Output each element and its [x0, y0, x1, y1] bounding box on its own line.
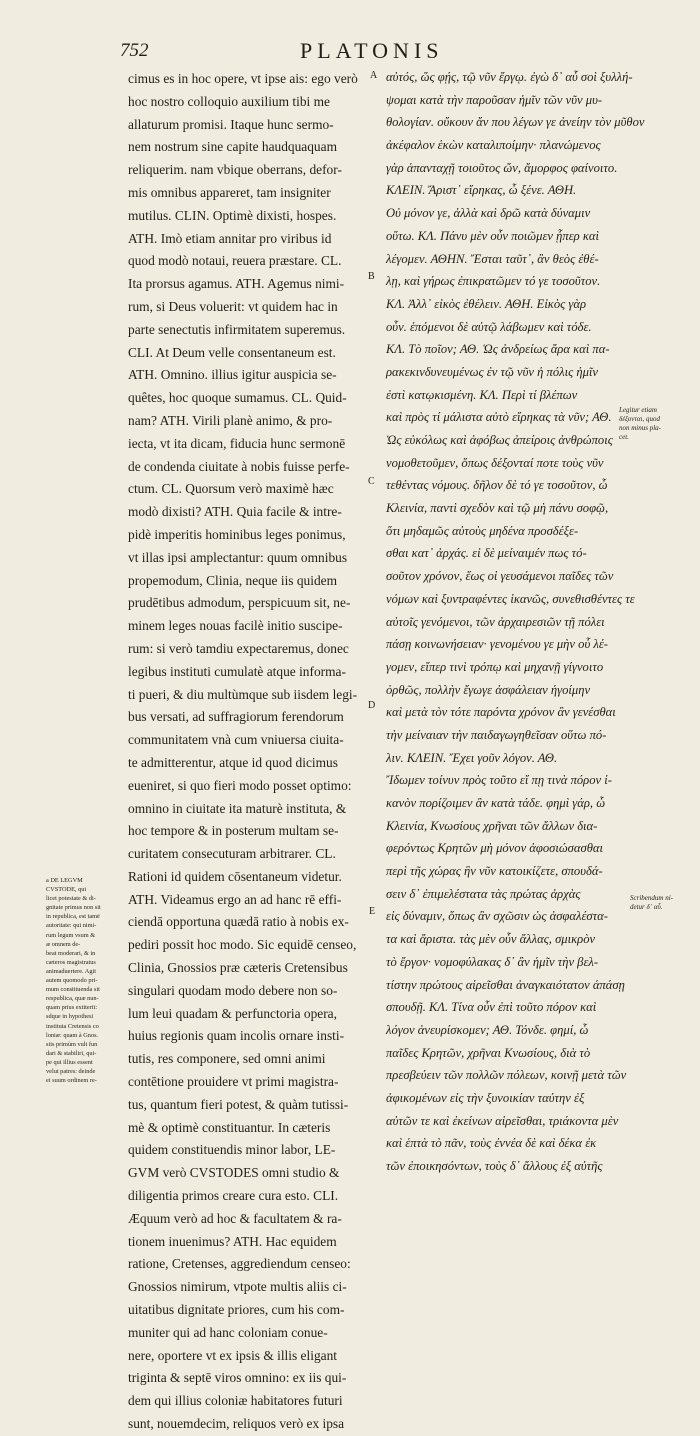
gloss-line: loniæ: quam à Gnos.	[46, 1031, 99, 1039]
latin-line: nam? ATH. Virili planè animo, & pro-	[128, 412, 333, 428]
greek-line: γομεν, εἴπερ τινὶ τρόπῳ καὶ μηχανῇ γίγνοιτο	[386, 659, 604, 674]
greek-line: κανὸν πορίζοιμεν ἂν κατὰ τάδε. φημὶ γάρ, ὦ	[386, 796, 606, 810]
latin-line: ATH. Videamus ergo an ad hanc rē effi-	[128, 891, 342, 907]
latin-line: omnino in ciuitate ita maturè instituta, &	[128, 800, 347, 816]
latin-line: triginta & septē viros omnino: ex iis qui-	[128, 1370, 347, 1386]
latin-line: ratione, Cretenses, aggrediendum censeo:	[128, 1256, 351, 1272]
greek-line: θολογίαν. οὔκουν ἄν που λέγων γε ἀνείην τὸν μῦθον	[386, 115, 645, 130]
latin-line: singulari quodam modo debere non so-	[128, 982, 338, 998]
greek-line: αὐτῶν τε καὶ ἐκείνων αἱρεῖσθαι, τριάκοντα μὲν	[386, 1113, 619, 1128]
latin-line: hoc nostro colloquio auxilium tibi me	[128, 93, 330, 109]
variant-note-line: non minus pla-	[619, 424, 661, 432]
greek-line: νόμων καὶ ξυντραφέντες ἱκανῶς, συνεθισθέντες τε	[386, 591, 635, 606]
greek-line: αὐτός, ὥς φῄς, τῷ νῦν ἔργῳ. ἐγὼ δ᾽ αὖ σοὶ ξυλλή-	[386, 70, 633, 84]
greek-line: οὕτω. ΚΛ. Πάνυ μὲν οὖν ποιῶμεν ᾗπερ καὶ	[386, 228, 600, 243]
latin-line: te admitterentur, atque id quod dicimus	[128, 754, 338, 770]
greek-line: γὰρ ἁπανταχῇ τοιοῦτος ὤν, ἄμορφος φαίνοιτο.	[386, 160, 618, 175]
variant-note-line: detur δ᾽ αὖ.	[630, 903, 663, 911]
latin-line: vt illas ipsi amplectantur: quum omnibus	[128, 549, 348, 565]
gloss-line: beat moderari, & in	[46, 949, 96, 957]
latin-line: prudētibus admodum, perspicuum sit, ne-	[128, 595, 351, 611]
greek-line: σπουδῇ. ΚΛ. Τίνα οὖν ἐπὶ τοῦτο πόρον καὶ	[386, 1000, 597, 1015]
gloss-line: mum constituenda sit	[46, 986, 100, 994]
latin-line: nem nostrum sine capite haudquaquam	[128, 139, 337, 155]
greek-line: λιν. ΚΛΕΙΝ. Ἔχει γοῦν λόγον. ΑΘ.	[386, 750, 558, 765]
variant-note-line: δέξονται, quod	[619, 415, 660, 423]
variant-note-line: Scribendum ni-	[630, 894, 673, 902]
latin-line: lum leui quadam & perfunctoria opera,	[128, 1005, 337, 1021]
section-marker-c: C	[368, 476, 375, 487]
latin-line: mè & optimè constituantur. In cæteris	[128, 1119, 331, 1135]
latin-line: allaturum promisi. Itaque hunc sermo-	[128, 116, 334, 132]
latin-line: rum, si Deus voluerit: vt quidem hac in	[128, 298, 338, 314]
variant-note	[630, 894, 694, 912]
latin-line: eueniret, si quo fieri modo posset optimo:	[128, 777, 352, 793]
latin-line: pediri possit hoc modo. Sic equidē censeo,	[128, 937, 357, 953]
latin-line: quod modò notaui, reuera præstare. CL.	[128, 253, 342, 269]
gloss-line: autem quomodo pri-	[46, 977, 98, 985]
greek-line: νομοθετοῦμεν, ὅπως δέξονταί ποτε τοὺς νῦν	[386, 455, 604, 470]
latin-line: mutilus. CLIN. Optimè dixisti, hospes.	[128, 207, 337, 223]
latin-line: Æquum verò ad hoc & facultatem & ra-	[128, 1210, 342, 1226]
greek-line: τῶν ἐποικησόντων, τοὺς δ᾽ ἄλλους ἐξ αὐτῆς	[386, 1159, 603, 1173]
greek-line: ΚΛ. Τὸ ποῖον; ΑΘ. Ὡς ἀνδρείως ἄρα καὶ πα-	[386, 342, 610, 357]
margin-gloss	[46, 876, 124, 1085]
greek-line: καὶ μετὰ τὸν τότε παρόντα χρόνον ἂν γενέσθαι	[386, 705, 616, 720]
latin-line: diligentia primos creare cura esto. CLI.	[128, 1188, 339, 1204]
latin-line: reliquerim. nam vbique oberrans, defor-	[128, 162, 342, 178]
latin-line: tionem inuenimus? ATH. Hac equidem	[128, 1233, 337, 1249]
gloss-line: instituta Cretensis co	[46, 1022, 99, 1030]
latin-line: muniter qui ad hanc coloniam conue-	[128, 1324, 328, 1340]
latin-line: tutis, res componere, sed omni animi	[128, 1051, 326, 1067]
greek-line: ΚΛ. Ἀλλ᾽ εἰκὸς ἐθέλειν. ΑΘΗ. Εἰκὸς γὰρ	[386, 296, 587, 311]
latin-line: de condenda ciuitate à nobis fuisse perfe-	[128, 458, 350, 474]
greek-line: τα καὶ ἄριστα. τὰς μὲν οὖν ἄλλας, σμικρὸν	[386, 932, 596, 947]
section-marker-d: D	[368, 700, 376, 711]
latin-line: uitatibus dignitate priores, cum his com-	[128, 1302, 345, 1318]
greek-line: τεθέντας νόμους. δῆλον δὲ τό γε τοσοῦτον, ὦ	[386, 478, 608, 493]
gloss-line: æ omnem de-	[46, 940, 81, 948]
greek-line: ψομαι κατὰ τὴν παροῦσαν ἡμῖν τῶν νῦν μυ-	[386, 92, 603, 107]
latin-line: mis omnibus appareret, tam insigniter	[128, 184, 331, 200]
greek-line: οὖν. ἑπόμενοι δὲ αὐτῷ λάβωμεν καὶ τόδε.	[386, 319, 592, 334]
gloss-line: siis primùm vult fun	[46, 1040, 98, 1048]
latin-line: quêtes, hoc quoque sumamus. CL. Quid-	[128, 390, 347, 406]
greek-line: αὐτοῖς γενόμενοι, τῶν ἀρχαιρεσιῶν τῇ πόλει	[386, 614, 605, 629]
latin-line: ATH. Omnino. illius igitur auspicia se-	[128, 367, 337, 383]
latin-line: modò dixisti? ATH. Quia facile & intre-	[128, 504, 342, 520]
running-title: PLATONIS	[300, 38, 444, 63]
greek-line: πάσῃ κοινωνήσειαν· γενομένου γε μὴν οὗ λέ-	[386, 637, 608, 652]
gloss-line: respublica, quæ nun-	[46, 995, 99, 1003]
gloss-line: ei suum ordinem re-	[46, 1077, 97, 1085]
greek-line: Ἴδωμεν τοίνυν πρὸς τοῦτο εἴ πῃ τινὰ πόρον ἱ-	[386, 773, 612, 788]
greek-line: ὅτι μηδαμῶς αὐτοὺς μηδένα προσδέξε-	[386, 523, 579, 538]
latin-line: Rationi id quidem cōsentaneum videtur.	[128, 868, 342, 884]
greek-line: εἰς δύναμιν, ὅπως ἂν σχῶσιν ὡς ἀσφαλέστα-	[386, 909, 608, 924]
latin-line: huius regionis quam incolis ornare insti-	[128, 1028, 345, 1044]
latin-line: iecta, vt ita dicam, fiducia hunc sermonē	[128, 435, 346, 451]
greek-line: ρακεκινδυνευμένως ἐν τῷ νῦν ἡ πόλις ἡμῖν	[386, 364, 599, 379]
section-marker-e: E	[369, 906, 376, 917]
greek-line: ὀρθῶς, πολλὴν ἔγωγε ἀσφάλειαν ἡγοίμην	[386, 682, 591, 697]
greek-line: καὶ ἑπτὰ τὸ πᾶν, τοὺς ἐννέα δὲ καὶ δέκα ἐκ	[386, 1136, 597, 1151]
gloss-line: pe qui illius essent	[46, 1058, 93, 1066]
latin-line: ti pueri, & diu multùmque sub iisdem legi-	[128, 686, 358, 702]
latin-line: curitatem consecuturam arbitrarer. CL.	[128, 846, 336, 862]
greek-line: Κλεινία, Κνωσίους χρῆναι τῶν ἄλλων δια-	[386, 818, 598, 833]
greek-line: τίστην πρώτους αἱρεῖσθαι ἀναγκαιότατον ἁπάσῃ	[386, 977, 625, 992]
latin-line: propemodum, Clinia, neque iis quidem	[128, 572, 338, 588]
latin-line: Gnossios nimirum, vtpote multis aliis ci-	[128, 1279, 347, 1295]
latin-line: ctum. CL. Quorsum verò maximè hæc	[128, 481, 334, 497]
latin-line: quidem constituendis minor labor, LE-	[128, 1142, 336, 1158]
gloss-line: CVSTODE, qui	[46, 886, 87, 894]
gloss-line: in republica, est tamē	[46, 913, 100, 921]
greek-line: πρεσβεύειν τῶν πολλῶν πόλεων, κοινῇ μετὰ τῶν	[386, 1068, 627, 1083]
latin-line: ATH. Imò etiam annitar pro viribus id	[128, 230, 332, 246]
latin-line: Clinia, Gnossios præ cæteris Cretensibus	[128, 960, 348, 976]
gloss-line: animaduertere. Agit	[46, 967, 97, 975]
greek-line: ΚΛΕΙΝ. Ἄριστ᾽ εἴρηκας, ὦ ξένε. ΑΘΗ.	[386, 183, 577, 198]
gloss-line: rum legum vsum &	[46, 931, 96, 939]
section-marker-b: B	[368, 271, 375, 282]
variant-note	[619, 406, 691, 442]
greek-line: φερόντως Κρητῶν μὴ μόνον ἀφοσιώσασθαι	[386, 841, 604, 856]
greek-line: τὸ ἔργον· νομοφύλακας δ᾽ ἂν ἡμῖν τὴν βελ-	[386, 954, 599, 969]
latin-line: bus versati, ad suffragiorum ferendorum	[128, 709, 344, 725]
latin-line: tus, quantum fieri potest, & quàm tutissi-	[128, 1096, 349, 1112]
latin-line: sunt, nouemdecim, reliquos verò ex ipsa	[128, 1416, 345, 1432]
latin-line: dem qui illius coloniæ habitatores futuri	[128, 1393, 343, 1409]
gloss-line: quam prius extiterit:	[46, 1004, 98, 1012]
latin-line: pidè imperitis hominibus leges ponimus,	[128, 526, 346, 542]
latin-line: hoc tempore & in posterum multam se-	[128, 823, 339, 839]
gloss-line: sdque in hypothesi	[46, 1013, 94, 1021]
gloss-line: a DE LEGVM	[46, 877, 83, 884]
gloss-line: gnitate primus non sit	[46, 904, 101, 912]
latin-line: rum: si verò tamdiu expectaremus, donec	[128, 640, 349, 656]
greek-line: σειν δ᾽ ἐπιμελέστατα τὰς πρώτας ἀρχὰς	[386, 886, 581, 901]
gloss-line: licet potestate & di-	[46, 895, 96, 903]
latin-line: communitatem vnà cum vniuersa ciuita-	[128, 732, 344, 748]
greek-line: Οὐ μόνον γε, ἀλλὰ καὶ δρῶ κατὰ δύναμιν	[386, 206, 591, 221]
latin-line: minem leges nouas facilè initio suscipe-	[128, 618, 343, 634]
greek-line: λόγον ἀνευρίσκομεν; ΑΘ. Τόνδε. φημί, ὦ	[386, 1022, 589, 1037]
greek-line: περὶ τῆς χώρας ἣν νῦν κατοικίζετε, σπουδά-	[386, 864, 603, 879]
gloss-line: autoritate: qui nimi-	[46, 922, 97, 930]
greek-line: λῃ, καὶ γήρως ἐπικρατῶμεν τό γε τοσοῦτον.	[386, 274, 601, 289]
gloss-line: cæteros magistratus	[46, 958, 96, 966]
latin-line: legibus instituti cumulatè atque informa-	[128, 663, 346, 679]
gloss-line: dari & stabiliri, qui-	[46, 1049, 97, 1057]
greek-line: λέγομεν. ΑΘΗΝ. Ἔσται ταῦτ᾽, ἂν θεὸς ἐθέ-	[386, 251, 599, 266]
greek-line: τὴν μείναιαν τὴν παιδαγωγηθεῖσαν οὕτω πό-	[386, 727, 607, 742]
variant-note-line: Legitur etiam	[619, 406, 657, 414]
greek-line: Ὡς εὐκόλως καὶ ἀφόβως ἀπείροις ἀνθρώποις	[386, 433, 613, 447]
latin-line: CLI. At Deum velle consentaneum est.	[128, 344, 336, 360]
greek-column	[386, 66, 676, 1173]
latin-line: contētione prouidere vt primi magistra-	[128, 1074, 339, 1090]
latin-line: cimus es in hoc opere, vt ipse ais: ego verò	[128, 71, 358, 86]
latin-line: Ita prorsus agamus. ATH. Agemus nimi-	[128, 276, 345, 292]
greek-line: σθαι κατ᾽ ἀρχάς. εἰ δὲ μείναιμέν πως τό-	[386, 546, 587, 561]
greek-line: Κλεινία, παντὶ σχεδὸν καὶ τῷ μὴ πάνυ σοφῷ,	[386, 501, 609, 516]
greek-line: καὶ πρὸς τί μάλιστα αὐτὸ εἴρηκας τὰ νῦν; ΑΘ.	[386, 410, 612, 425]
page-number: 752	[120, 40, 149, 61]
greek-line: ἀφικομένων εἰς τὴν ξυνοικίαν ταύτην ἐξ	[386, 1090, 585, 1105]
latin-line: nere, oportere vt ex ipsis & illis eligant	[128, 1347, 337, 1363]
greek-line: σοῦτον χρόνον, ἕως οἱ γευσάμενοι παῖδες τῶν	[386, 569, 614, 584]
latin-line: ciendā opportuna quædā ratio à nobis ex-	[128, 914, 349, 930]
greek-line: ἀκέφαλον ἑκὼν καταλιποίμην· πλανώμενος	[386, 138, 601, 153]
greek-line: παῖδες Κρητῶν, χρῆναι Κνωσίους, διὰ τὸ	[386, 1045, 591, 1060]
gloss-line: velut patres: deinde	[46, 1067, 96, 1075]
section-marker-a: A	[370, 70, 378, 81]
latin-line: parte senectutis infirmitatem superemus.	[128, 321, 346, 337]
greek-line: ἐστὶ κατῳκισμένη. ΚΛ. Περὶ τί βλέπων	[386, 387, 578, 402]
latin-line: GVM verò CVSTODES omni studio &	[128, 1165, 340, 1181]
variant-note-line: cet.	[619, 433, 629, 441]
latin-column	[128, 68, 362, 1432]
